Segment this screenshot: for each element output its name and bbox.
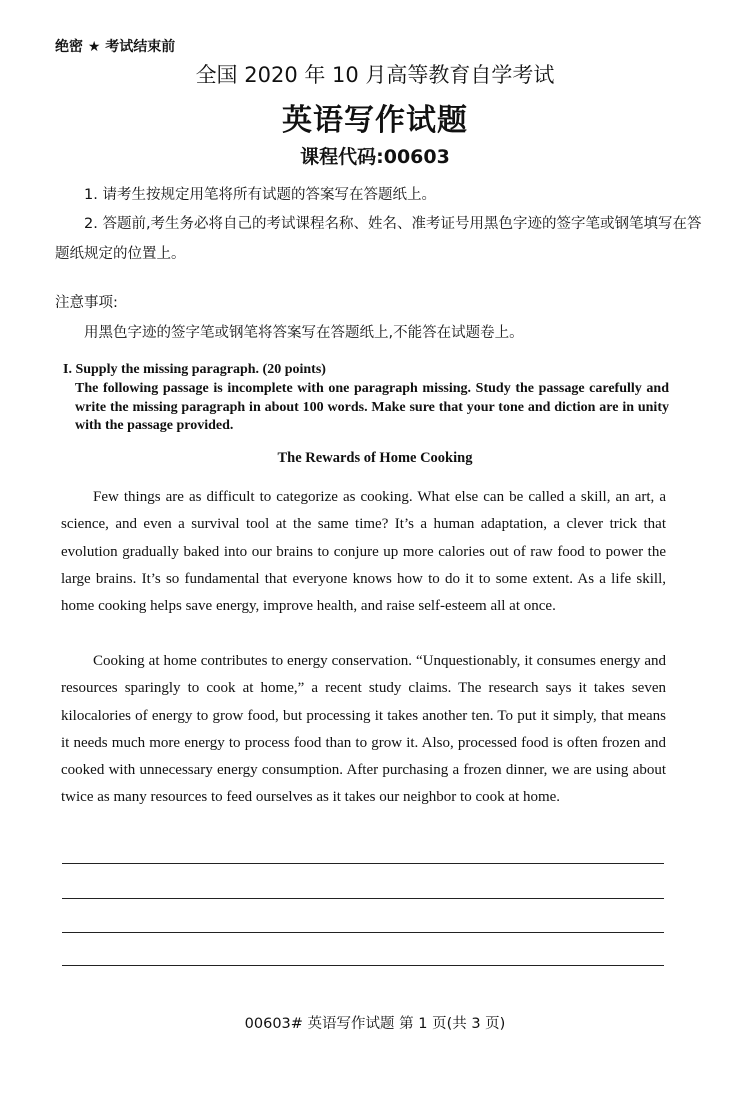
exam-title: 全国 2020 年 10 月高等教育自学考试 (195, 63, 555, 87)
course-code: 课程代码:00603 (300, 146, 450, 168)
answer-line (62, 898, 664, 899)
section-heading: I. Supply the missing paragraph. (20 points) (63, 362, 326, 377)
answer-line (62, 932, 664, 933)
passage-title: The Rewards of Home Cooking (277, 450, 473, 466)
passage-paragraph: Cooking at home contributes to energy conservation. “Unquestionably, it consumes energy and resources sparingly to cook at home,” a recent study claims. The research says it takes seven kilocalories of energy to grow food, but processing it takes another ten. To put it simply, that means it needs much more energy to process food than to grow it. Also, processed food is often frozen and cooked with unnecessary energy consumption. After purchasing a frozen dinner, we are using about twice as many resources to feed ourselves as it takes our neighbor to cook at home. (61, 653, 666, 806)
instruction-item: 1. 请考生按规定用笔将所有试题的答案写在答题纸上。 (84, 187, 436, 203)
paper-title: 英语写作试题 (282, 103, 468, 138)
answer-line (62, 965, 664, 966)
passage-paragraph: Few things are as difficult to categorize as cooking. What else can be called a skill, an art, a science, and even a survival tool at the same time? It’s a human adaptation, a clever trick that evolution gradually baked into our brains to conjure up more calories out of raw food to power the large brains. It’s so fundamental that everyone knows how to do it to some extent. As a life skill, home cooking helps save energy, improve health, and raise self-esteem all at once. (61, 489, 666, 615)
page-footer: 00603# 英语写作试题 第 1 页(共 3 页) (244, 1016, 506, 1032)
confidential-mark: 绝密 ★ 考试结束前 (55, 39, 176, 55)
notice-text: 用黑色字迹的签字笔或钢笔将答案写在答题纸上,不能答在试题卷上。 (84, 325, 524, 341)
instruction-item: 2. 答题前,考生务必将自己的考试课程名称、姓名、准考证号用黑色字迹的签字笔或钢笔填写在答题纸规定的位置上。 (55, 216, 702, 262)
answer-line (62, 863, 664, 864)
section-directions: The following passage is incomplete with one paragraph missing. Study the passage carefully and write the missing paragraph in about 100 words. Make sure that your tone and diction are in unity with the passage provided. (75, 381, 669, 433)
notice-label: 注意事项: (55, 295, 118, 311)
